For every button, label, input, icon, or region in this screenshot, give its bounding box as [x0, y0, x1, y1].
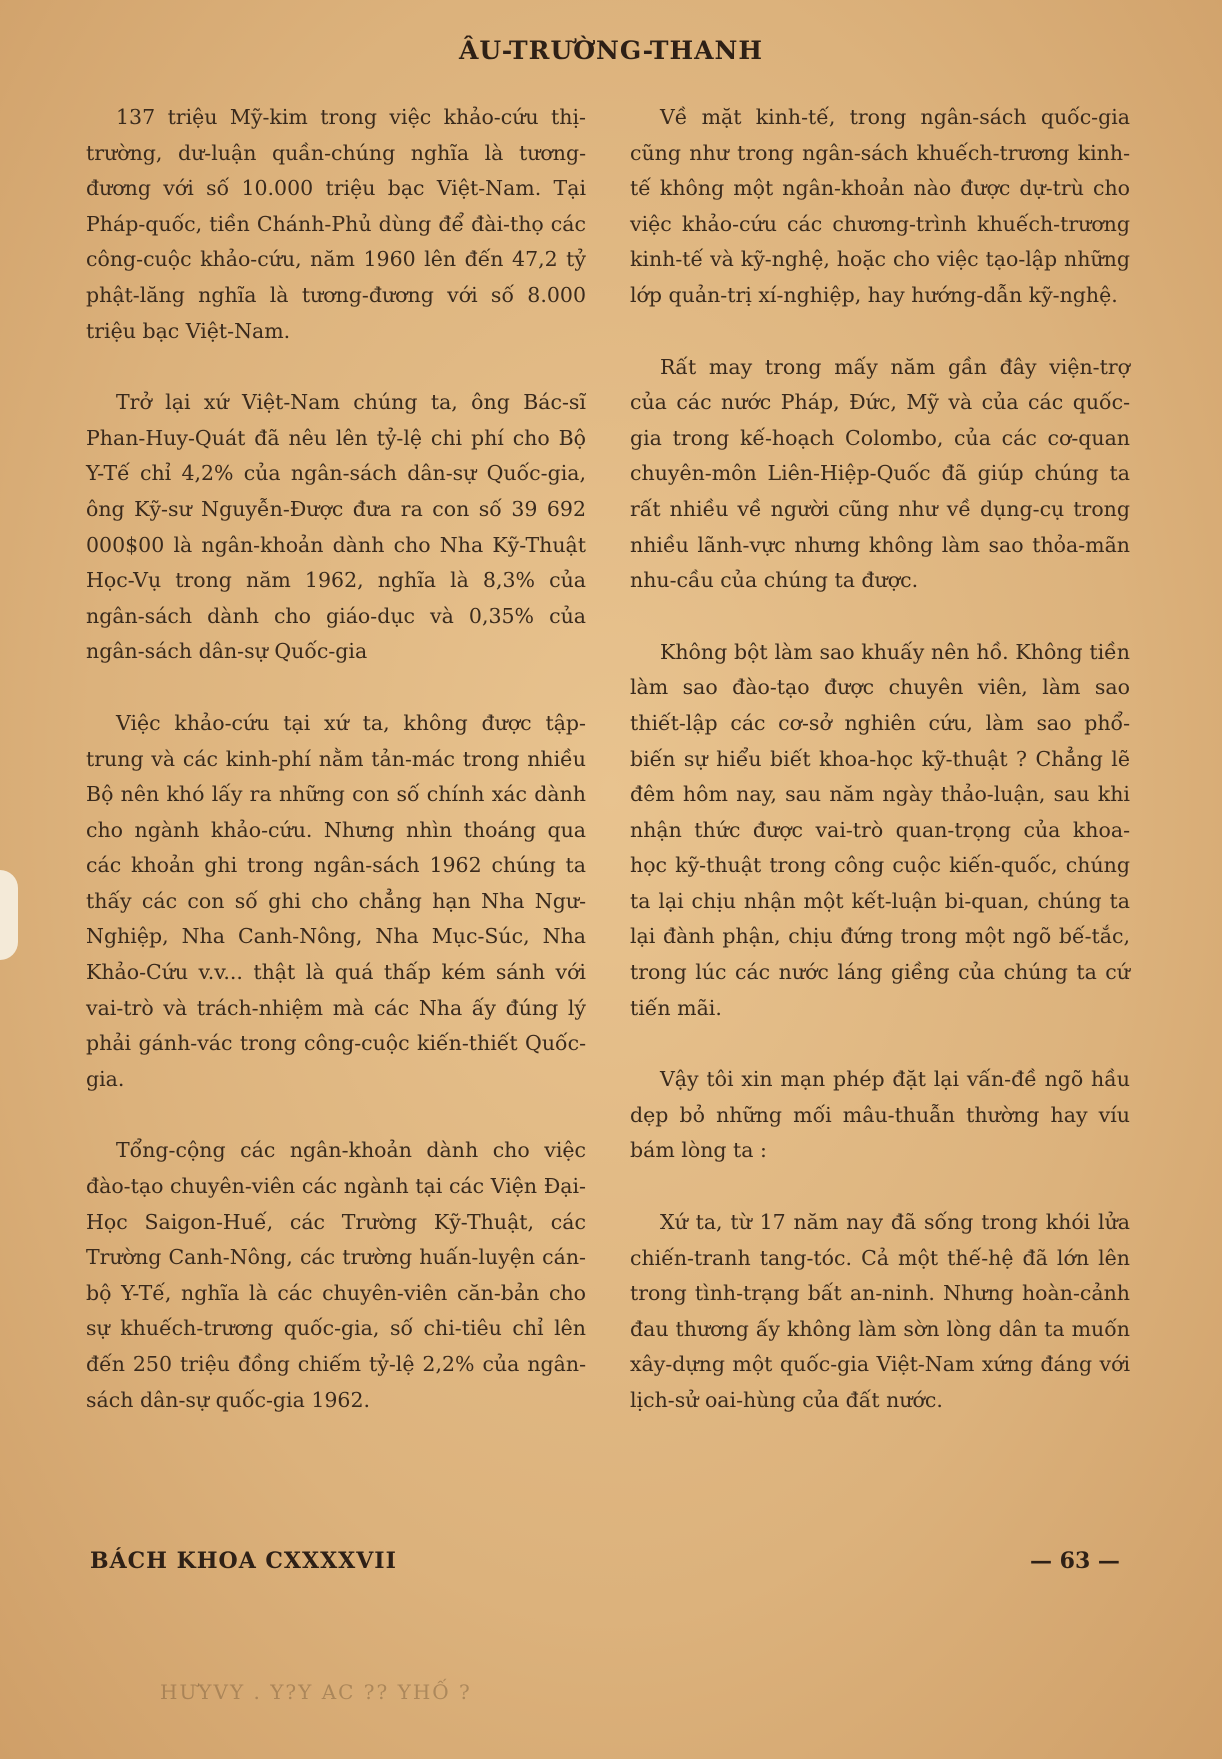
page-tear	[0, 870, 18, 960]
paragraph: Việc khảo-cứu tại xứ ta, không được tập-trung và các kinh-phí nằm tản-mác trong nhiều Bộ nên khó lấy ra những con số chính xác dành cho ngành khảo-cứu. Nhưng nhìn thoáng qua các khoản ghi trong ngân-sách 1962 chúng ta thấy các con số ghi cho chẳng hạn Nha Ngư-Nghiệp, Nha Canh-Nông, Nha Mục-Súc, Nha Khảo-Cứu v.v... thật là quá thấp kém sánh với vai-trò và trách-nhiệm mà các Nha ấy đúng lý phải gánh-vác trong công-cuộc kiến-thiết Quốc-gia.	[86, 710, 586, 1091]
paragraph: Vậy tôi xin mạn phép đặt lại vấn-đề ngõ hầu dẹp bỏ những mối mâu-thuẫn thường hay víu bám lòng ta :	[630, 1067, 1130, 1163]
paragraph: Trở lại xứ Việt-Nam chúng ta, ông Bác-sĩ Phan-Huy-Quát đã nêu lên tỷ-lệ chi phí cho Bộ Y-Tế chỉ 4,2% của ngân-sách dân-sự Quốc-gia, ông Kỹ-sư Nguyễn-Được đưa ra con số 39 692 000$00 là ngân-khoản dành cho Nha Kỹ-Thuật Học-Vụ trong năm 1962, nghĩa là 8,3% của ngân-sách dành cho giáo-dục và 0,35% của ngân-sách dân-sự Quốc-gia	[86, 390, 586, 664]
journal-footer: BÁCH KHOA CXXXXVII	[90, 1548, 397, 1574]
paragraph: Về mặt kinh-tế, trong ngân-sách quốc-gia cũng như trong ngân-sách khuếch-trương kinh-tế không một ngân-khoản nào được dự-trù cho việc khảo-cứu các chương-trình khuếch-trương kinh-tế và kỹ-nghệ, hoặc cho việc tạo-lập những lớp quản-trị xí-nghiệp, hay hướng-dẫn kỹ-nghệ.	[630, 105, 1130, 307]
left-column	[86, 100, 586, 1454]
running-header: ÂU-TRƯỜNG-THANH	[459, 36, 763, 65]
bleed-through-text: HƯYVY . Y?Y AC ?? YHỐ ?	[160, 1680, 472, 1704]
page-number: — 63 —	[1030, 1548, 1120, 1574]
paragraph: 137 triệu Mỹ-kim trong việc khảo-cứu thị-trường, dư-luận quần-chúng nghĩa là tương-đương với số 10.000 triệu bạc Việt-Nam. Tại Pháp-quốc, tiền Chánh-Phủ dùng để đài-thọ các công-cuộc khảo-cứu, năm 1960 lên đến 47,2 tỷ phật-lăng nghĩa là tương-đương với số 8.000 triệu bạc Việt-Nam.	[86, 105, 586, 343]
paragraph: Xứ ta, từ 17 năm nay đã sống trong khói lửa chiến-tranh tang-tóc. Cả một thế-hệ đã lớn lên trong tình-trạng bất an-ninh. Nhưng hoàn-cảnh đau thương ấy không làm sờn lòng dân ta muốn xây-dựng một quốc-gia Việt-Nam xứng đáng với lịch-sử oai-hùng của đất nước.	[630, 1210, 1130, 1412]
right-column	[630, 100, 1130, 1455]
paragraph: Tổng-cộng các ngân-khoản dành cho việc đào-tạo chuyên-viên các ngành tại các Viện Đại-Học Saigon-Huế, các Trường Kỹ-Thuật, các Trường Canh-Nông, các trường huấn-luyện cán-bộ Y-Tế, nghĩa là các chuyên-viên căn-bản cho sự khuếch-trương quốc-gia, số chi-tiêu chỉ lên đến 250 triệu đồng chiếm tỷ-lệ 2,2% của ngân-sách dân-sự quốc-gia 1962.	[86, 1138, 586, 1412]
paragraph: Không bột làm sao khuấy nên hồ. Không tiền làm sao đào-tạo được chuyên viên, làm sao thiết-lập các cơ-sở nghiên cứu, làm sao phổ-biến sự hiểu biết khoa-học kỹ-thuật ? Chẳng lẽ đêm hôm nay, sau năm ngày thảo-luận, sau khi nhận thức được vai-trò quan-trọng của khoa-học kỹ-thuật trong công cuộc kiến-quốc, chúng ta lại chịu nhận một kết-luận bi-quan, chúng ta lại đành phận, chịu đứng trong một ngõ bế-tắc, trong lúc các nước láng giềng của chúng ta cứ tiến mãi.	[630, 639, 1130, 1020]
paragraph: Rất may trong mấy năm gần đây viện-trợ của các nước Pháp, Đức, Mỹ và của các quốc-gia trong kế-hoạch Colombo, của các cơ-quan chuyên-môn Liên-Hiệp-Quốc đã giúp chúng ta rất nhiều về người cũng như về dụng-cụ trong nhiều lãnh-vực nhưng không làm sao thỏa-mãn nhu-cầu của chúng ta được.	[630, 354, 1130, 593]
